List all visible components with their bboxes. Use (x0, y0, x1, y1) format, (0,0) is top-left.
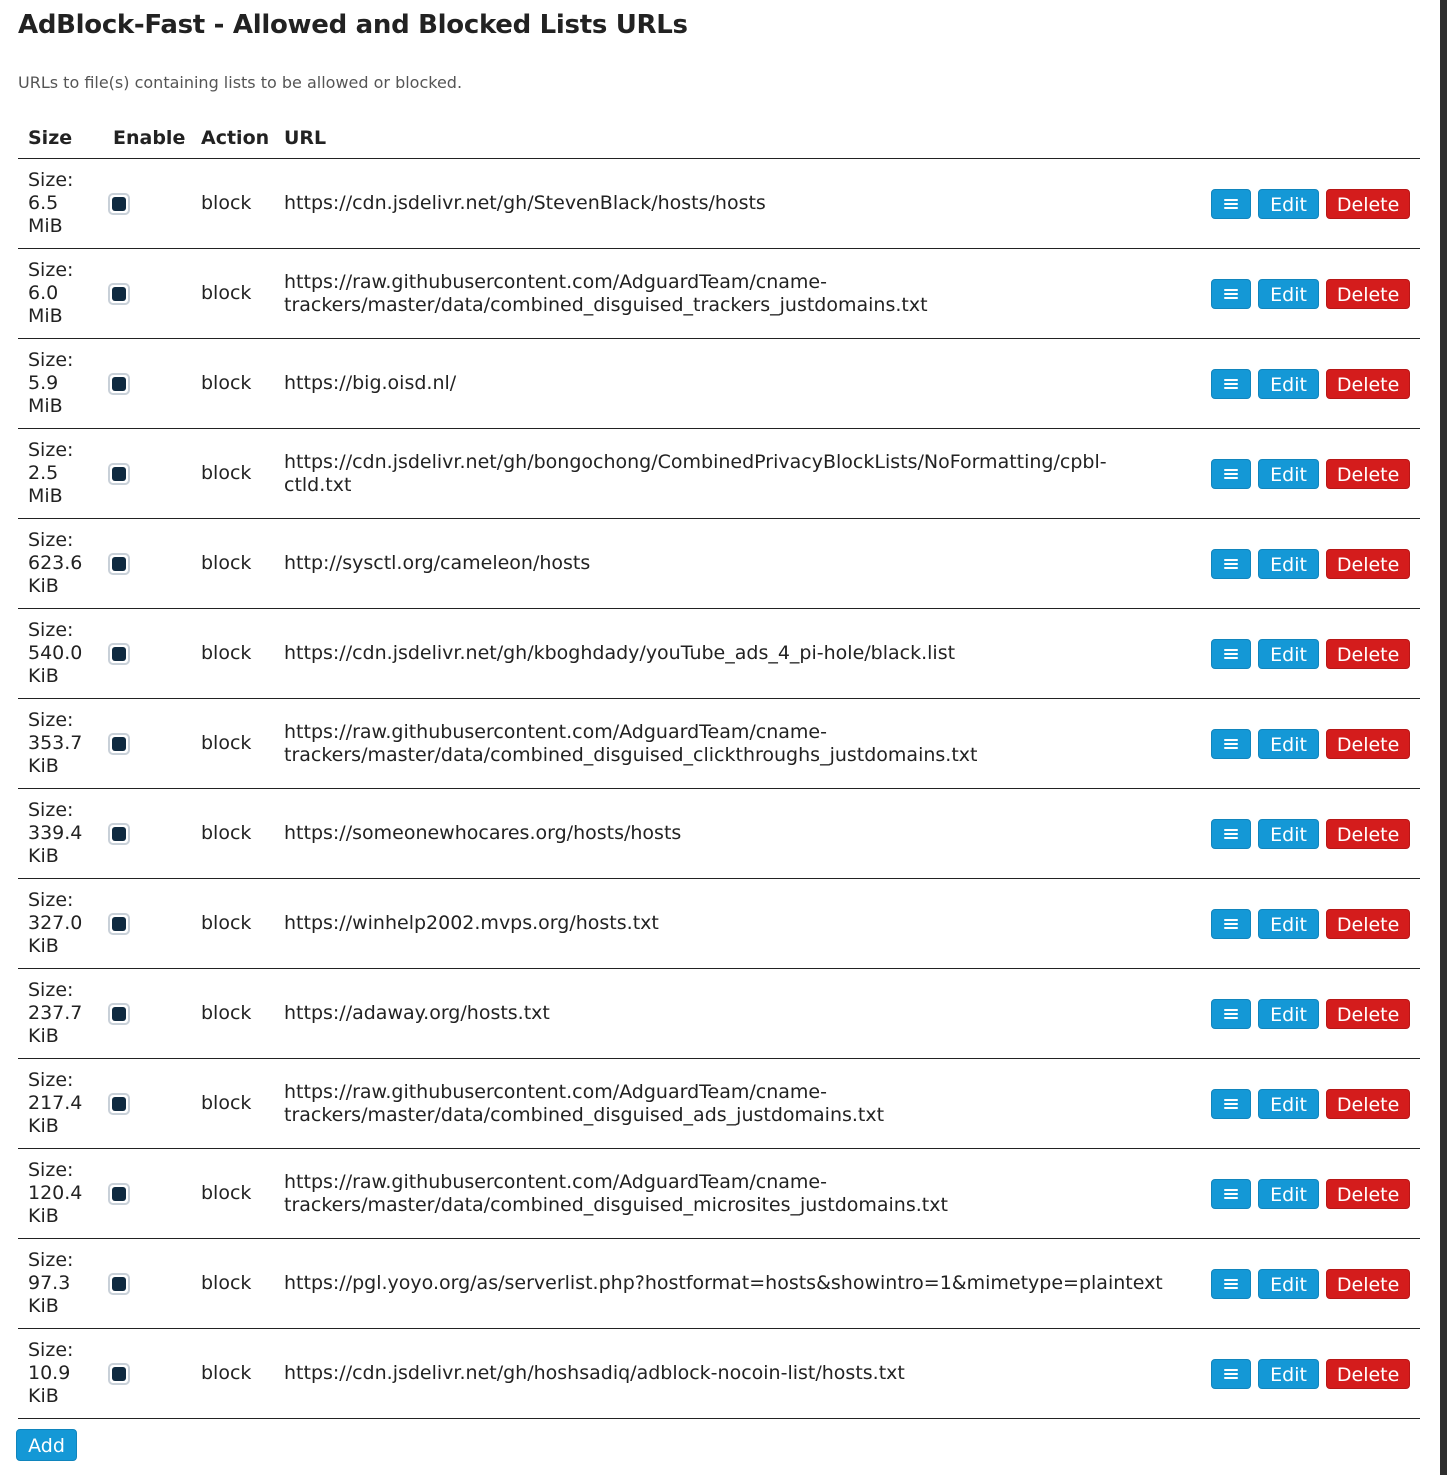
hamburger-icon (1224, 738, 1238, 750)
url-text-line: trackers/master/data/combined_disguised_clickthroughs_justdomains.txt (284, 743, 978, 766)
url-text-line: trackers/master/data/combined_disguised_ads_justdomains.txt (284, 1103, 885, 1126)
enable-checkbox[interactable] (108, 823, 130, 845)
row-buttons (1200, 609, 1420, 699)
enable-checkbox[interactable] (108, 283, 130, 305)
hamburger-icon (1224, 1188, 1238, 1200)
checkbox-checked-mark (112, 737, 126, 751)
checkbox-checked-mark (112, 1277, 126, 1291)
delete-button[interactable]: Delete (1326, 189, 1410, 219)
table-row (18, 789, 1420, 879)
checkbox-checked-mark (112, 1007, 126, 1021)
table-row (18, 159, 1420, 249)
size-unit: KiB (28, 1025, 59, 1047)
url-text-line: https://raw.githubusercontent.com/AdguardTeam/cname- (284, 1080, 827, 1103)
table-row (18, 1239, 1420, 1329)
menu-button[interactable] (1211, 1359, 1251, 1389)
checkbox-checked-mark (112, 827, 126, 841)
row-buttons (1200, 789, 1420, 879)
url-cell (274, 699, 1200, 789)
hamburger-icon (1224, 648, 1238, 660)
size-unit: MiB (28, 305, 63, 327)
enable-checkbox[interactable] (108, 1003, 130, 1025)
table-row (18, 699, 1420, 789)
edit-button[interactable]: Edit (1258, 279, 1319, 309)
add-button[interactable]: Add (16, 1429, 77, 1461)
size-cell (18, 1149, 103, 1239)
url-cell (274, 879, 1200, 969)
enable-cell (103, 879, 191, 969)
hamburger-icon (1224, 1098, 1238, 1110)
menu-button[interactable] (1211, 189, 1251, 219)
url-cell (274, 339, 1200, 429)
url-cell (274, 429, 1200, 519)
enable-cell (103, 1059, 191, 1149)
size-value: 10.9 (28, 1362, 71, 1384)
size-unit: KiB (28, 1115, 59, 1137)
hamburger-icon (1224, 468, 1238, 480)
enable-cell (103, 699, 191, 789)
menu-button[interactable] (1211, 1269, 1251, 1299)
size-unit: KiB (28, 1385, 59, 1407)
enable-cell (103, 789, 191, 879)
row-buttons (1200, 519, 1420, 609)
size-label: Size: (28, 1159, 74, 1181)
size-label: Size: (28, 1339, 74, 1361)
size-label: Size: (28, 799, 74, 821)
enable-checkbox[interactable] (108, 463, 130, 485)
row-buttons (1200, 249, 1420, 339)
table-row (18, 339, 1420, 429)
url-text-line: trackers/master/data/combined_disguised_microsites_justdomains.txt (284, 1193, 948, 1216)
size-cell (18, 1239, 103, 1329)
url-text: https://cdn.jsdelivr.net/gh/hoshsadiq/adblock-nocoin-list/hosts.txt (284, 1362, 905, 1384)
size-value: 97.3 (28, 1272, 71, 1294)
delete-button[interactable]: Delete (1326, 819, 1410, 849)
page-description: URLs to file(s) containing lists to be allowed or blocked. (18, 73, 463, 92)
table-row (18, 249, 1420, 339)
table-row (18, 519, 1420, 609)
url-cell (274, 1149, 1200, 1239)
edit-button[interactable]: Edit (1258, 639, 1319, 669)
enable-cell (103, 429, 191, 519)
menu-button[interactable] (1211, 819, 1251, 849)
delete-button[interactable]: Delete (1326, 1269, 1410, 1299)
action-cell: block (191, 609, 274, 699)
menu-button[interactable] (1211, 999, 1251, 1029)
size-unit: KiB (28, 575, 59, 597)
hamburger-icon (1224, 198, 1238, 210)
url-text-line: ctld.txt (284, 473, 352, 496)
action-cell: block (191, 789, 274, 879)
size-cell (18, 249, 103, 339)
delete-button[interactable]: Delete (1326, 909, 1410, 939)
action-cell: block (191, 1149, 274, 1239)
enable-checkbox[interactable] (108, 1183, 130, 1205)
url-text: https://adaway.org/hosts.txt (284, 1002, 550, 1024)
enable-checkbox[interactable] (108, 1273, 130, 1295)
size-unit: KiB (28, 665, 59, 687)
edit-button[interactable]: Edit (1258, 1359, 1319, 1389)
action-cell: block (191, 519, 274, 609)
size-value: 339.4 (28, 822, 83, 844)
row-buttons (1200, 1239, 1420, 1329)
header-enable: Enable (103, 117, 191, 159)
url-text: https://cdn.jsdelivr.net/gh/StevenBlack/hosts/hosts (284, 192, 766, 214)
size-cell (18, 429, 103, 519)
hamburger-icon (1224, 828, 1238, 840)
url-cell (274, 1239, 1200, 1329)
size-unit: KiB (28, 1295, 59, 1317)
action-cell: block (191, 1239, 274, 1329)
size-label: Size: (28, 259, 74, 281)
edit-button[interactable]: Edit (1258, 549, 1319, 579)
checkbox-checked-mark (112, 467, 126, 481)
action-cell: block (191, 1059, 274, 1149)
url-text-line: trackers/master/data/combined_disguised_trackers_justdomains.txt (284, 293, 928, 316)
url-cell (274, 159, 1200, 249)
edit-button[interactable]: Edit (1258, 1179, 1319, 1209)
url-text: https://big.oisd.nl/ (284, 372, 457, 394)
table-header-row (18, 117, 1420, 159)
row-buttons (1200, 1149, 1420, 1239)
url-text-line: https://cdn.jsdelivr.net/gh/bongochong/CombinedPrivacyBlockLists/NoFormatting/cpbl- (284, 450, 1107, 473)
url-text-line: https://raw.githubusercontent.com/AdguardTeam/cname- (284, 720, 827, 743)
action-cell: block (191, 879, 274, 969)
size-value: 353.7 (28, 732, 83, 754)
size-label: Size: (28, 169, 74, 191)
enable-cell (103, 519, 191, 609)
enable-cell (103, 249, 191, 339)
size-value: 217.4 (28, 1092, 83, 1114)
size-value: 5.9 (28, 372, 59, 394)
main-content (18, 0, 1420, 1419)
enable-cell (103, 1329, 191, 1419)
size-value: 623.6 (28, 552, 83, 574)
size-unit: MiB (28, 395, 63, 417)
header-size: Size (18, 117, 103, 159)
delete-button[interactable]: Delete (1326, 639, 1410, 669)
checkbox-checked-mark (112, 1367, 126, 1381)
hamburger-icon (1224, 1008, 1238, 1020)
menu-button[interactable] (1211, 1179, 1251, 1209)
delete-button[interactable]: Delete (1326, 549, 1410, 579)
checkbox-checked-mark (112, 917, 126, 931)
row-buttons (1200, 699, 1420, 789)
size-cell (18, 789, 103, 879)
checkbox-checked-mark (112, 377, 126, 391)
size-unit: KiB (28, 935, 59, 957)
size-value: 540.0 (28, 642, 83, 664)
table-row (18, 1059, 1420, 1149)
enable-checkbox[interactable] (108, 373, 130, 395)
scrollbar-edge (1440, 0, 1447, 1475)
enable-cell (103, 1149, 191, 1239)
row-buttons (1200, 879, 1420, 969)
size-cell (18, 1059, 103, 1149)
table-body (18, 159, 1420, 1419)
table-row (18, 609, 1420, 699)
delete-button[interactable]: Delete (1326, 1359, 1410, 1389)
url-cell (274, 789, 1200, 879)
size-cell (18, 879, 103, 969)
table-row (18, 429, 1420, 519)
size-label: Size: (28, 439, 74, 461)
enable-checkbox[interactable] (108, 913, 130, 935)
url-text: https://someonewhocares.org/hosts/hosts (284, 822, 682, 844)
table-row (18, 969, 1420, 1059)
url-cell (274, 1059, 1200, 1149)
row-buttons (1200, 1329, 1420, 1419)
hamburger-icon (1224, 558, 1238, 570)
size-label: Size: (28, 529, 74, 551)
checkbox-checked-mark (112, 1097, 126, 1111)
url-cell (274, 969, 1200, 1059)
table-row (18, 879, 1420, 969)
enable-checkbox[interactable] (108, 733, 130, 755)
delete-button[interactable]: Delete (1326, 1179, 1410, 1209)
menu-button[interactable] (1211, 1089, 1251, 1119)
size-unit: MiB (28, 485, 63, 507)
enable-cell (103, 969, 191, 1059)
enable-checkbox[interactable] (108, 643, 130, 665)
edit-button[interactable]: Edit (1258, 999, 1319, 1029)
size-value: 6.5 (28, 192, 59, 214)
menu-button[interactable] (1211, 909, 1251, 939)
edit-button[interactable]: Edit (1258, 1089, 1319, 1119)
edit-button[interactable]: Edit (1258, 459, 1319, 489)
size-value: 6.0 (28, 282, 59, 304)
delete-button[interactable]: Delete (1326, 999, 1410, 1029)
size-label: Size: (28, 1069, 74, 1091)
row-buttons (1200, 969, 1420, 1059)
header-action: Action (191, 117, 274, 159)
checkbox-checked-mark (112, 647, 126, 661)
hamburger-icon (1224, 1368, 1238, 1380)
size-cell (18, 159, 103, 249)
action-cell: block (191, 249, 274, 339)
size-cell (18, 1329, 103, 1419)
action-cell: block (191, 1329, 274, 1419)
checkbox-checked-mark (112, 197, 126, 211)
size-value: 2.5 (28, 462, 59, 484)
hamburger-icon (1224, 288, 1238, 300)
menu-button[interactable] (1211, 459, 1251, 489)
enable-cell (103, 339, 191, 429)
size-label: Size: (28, 709, 74, 731)
checkbox-checked-mark (112, 1187, 126, 1201)
checkbox-checked-mark (112, 557, 126, 571)
url-text-line: https://raw.githubusercontent.com/AdguardTeam/cname- (284, 270, 827, 293)
action-cell: block (191, 339, 274, 429)
action-cell: block (191, 429, 274, 519)
edit-button[interactable]: Edit (1258, 189, 1319, 219)
delete-button[interactable]: Delete (1326, 369, 1410, 399)
url-text: https://winhelp2002.mvps.org/hosts.txt (284, 912, 659, 934)
edit-button[interactable]: Edit (1258, 1269, 1319, 1299)
hamburger-icon (1224, 1278, 1238, 1290)
lists-table (18, 117, 1420, 1419)
size-value: 327.0 (28, 912, 83, 934)
edit-button[interactable]: Edit (1258, 819, 1319, 849)
size-unit: KiB (28, 755, 59, 777)
row-buttons (1200, 159, 1420, 249)
size-cell (18, 339, 103, 429)
table-row (18, 1329, 1420, 1419)
url-text: http://sysctl.org/cameleon/hosts (284, 552, 591, 574)
hamburger-icon (1224, 918, 1238, 930)
header-url: URL (274, 117, 1200, 159)
url-cell (274, 519, 1200, 609)
size-unit: KiB (28, 1205, 59, 1227)
page-title: AdBlock-Fast - Allowed and Blocked Lists URLs (18, 10, 688, 40)
size-cell (18, 519, 103, 609)
delete-button[interactable]: Delete (1326, 279, 1410, 309)
edit-button[interactable]: Edit (1258, 729, 1319, 759)
hamburger-icon (1224, 378, 1238, 390)
url-cell (274, 249, 1200, 339)
delete-button[interactable]: Delete (1326, 729, 1410, 759)
url-text: https://cdn.jsdelivr.net/gh/kboghdady/youTube_ads_4_pi-hole/black.list (284, 642, 956, 664)
enable-cell (103, 159, 191, 249)
action-cell: block (191, 969, 274, 1059)
action-cell: block (191, 159, 274, 249)
url-cell (274, 1329, 1200, 1419)
size-label: Size: (28, 889, 74, 911)
size-unit: MiB (28, 215, 63, 237)
header-buttons (1200, 117, 1420, 159)
menu-button[interactable] (1211, 279, 1251, 309)
size-label: Size: (28, 619, 74, 641)
checkbox-checked-mark (112, 287, 126, 301)
url-text-line: https://raw.githubusercontent.com/AdguardTeam/cname- (284, 1170, 827, 1193)
enable-checkbox[interactable] (108, 1363, 130, 1385)
delete-button[interactable]: Delete (1326, 459, 1410, 489)
edit-button[interactable]: Edit (1258, 369, 1319, 399)
edit-button[interactable]: Edit (1258, 909, 1319, 939)
size-value: 120.4 (28, 1182, 83, 1204)
size-cell (18, 609, 103, 699)
delete-button[interactable]: Delete (1326, 1089, 1410, 1119)
url-text: https://pgl.yoyo.org/as/serverlist.php?hostformat=hosts&showintro=1&mimetype=plaintext (284, 1272, 1163, 1294)
enable-cell (103, 609, 191, 699)
size-value: 237.7 (28, 1002, 83, 1024)
size-unit: KiB (28, 845, 59, 867)
menu-button[interactable] (1211, 639, 1251, 669)
row-buttons (1200, 429, 1420, 519)
row-buttons (1200, 339, 1420, 429)
row-buttons (1200, 1059, 1420, 1149)
menu-button[interactable] (1211, 729, 1251, 759)
enable-checkbox[interactable] (108, 193, 130, 215)
menu-button[interactable] (1211, 549, 1251, 579)
size-label: Size: (28, 349, 74, 371)
size-cell (18, 699, 103, 789)
url-cell (274, 609, 1200, 699)
enable-checkbox[interactable] (108, 553, 130, 575)
action-cell: block (191, 699, 274, 789)
enable-checkbox[interactable] (108, 1093, 130, 1115)
size-label: Size: (28, 1249, 74, 1271)
menu-button[interactable] (1211, 369, 1251, 399)
enable-cell (103, 1239, 191, 1329)
table-row (18, 1149, 1420, 1239)
size-label: Size: (28, 979, 74, 1001)
size-cell (18, 969, 103, 1059)
